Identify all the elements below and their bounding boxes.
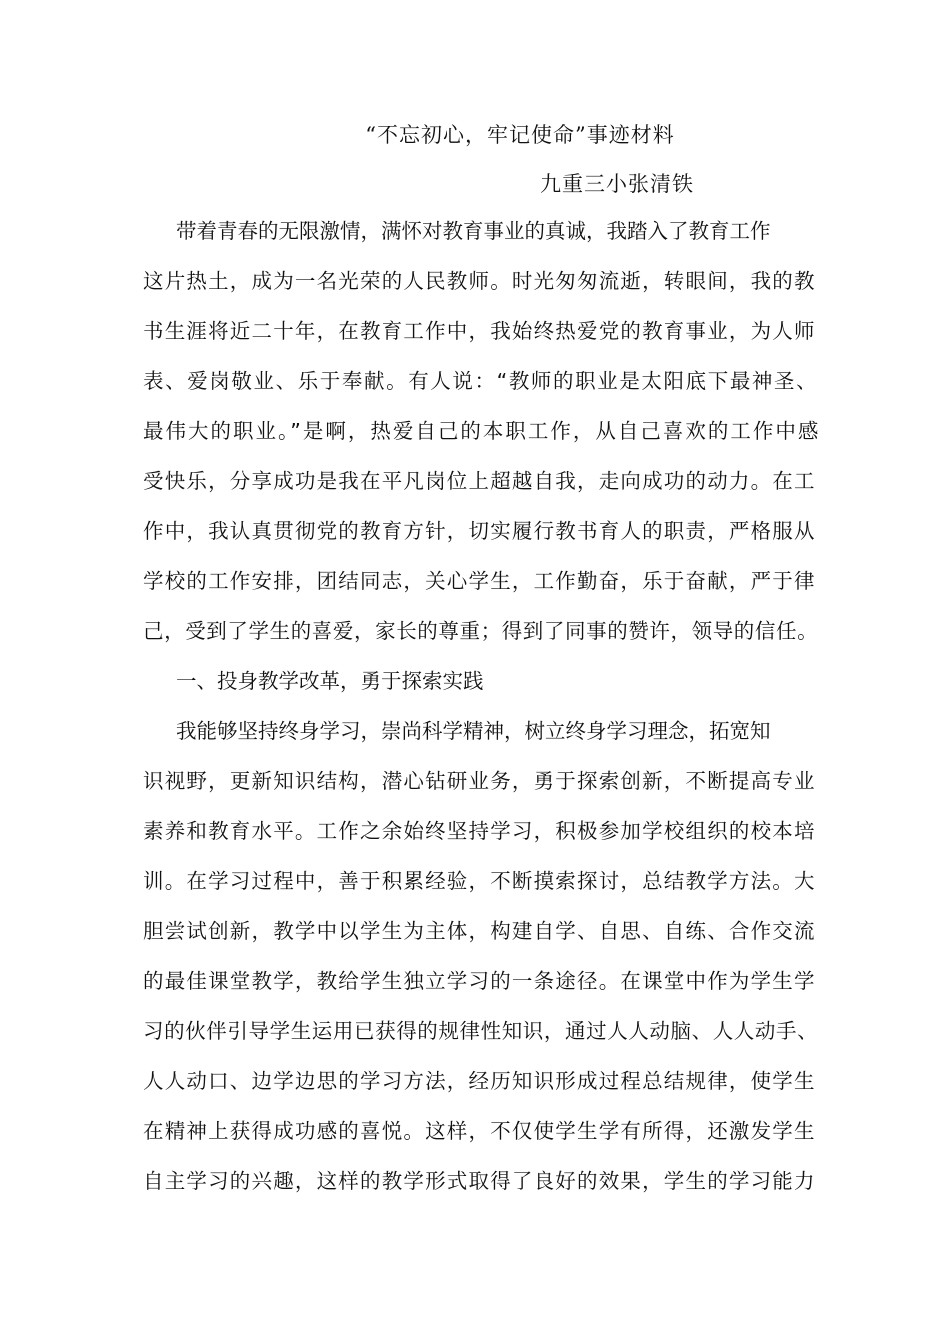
paragraph-line: 在精神上获得成功感的喜悦。这样，不仅使学生学有所得，还激发学生	[143, 1119, 816, 1143]
section-heading: 一、投身教学改革，勇于探索实践	[176, 669, 484, 693]
paragraph-line: 带着青春的无限激情，满怀对教育事业的真诚，我踏入了教育工作	[176, 219, 771, 243]
paragraph-line: 我能够坚持终身学习，崇尚科学精神，树立终身学习理念，拓宽知	[176, 719, 771, 743]
paragraph-line: 表、爱岗敬业、乐于奉献。有人说：“教师的职业是太阳底下最神圣、	[143, 369, 819, 393]
paragraph-line: 书生涯将近二十年，在教育工作中，我始终热爱党的教育事业，为人师	[143, 319, 816, 343]
paragraph-line: 人人动口、边学边思的学习方法，经历知识形成过程总结规律，使学生	[143, 1069, 816, 1093]
paragraph-line: 最伟大的职业。”是啊，热爱自己的本职工作，从自己喜欢的工作中感	[143, 419, 821, 443]
paragraph-line: 自主学习的兴趣，这样的教学形式取得了良好的效果，学生的学习能力	[143, 1169, 816, 1193]
document-title: “不忘初心，牢记使命”事迹材料	[365, 123, 675, 147]
paragraph-line: 己，受到了学生的喜爱，家长的尊重；得到了同事的赞许，领导的信任。	[143, 619, 819, 643]
paragraph-line: 训。在学习过程中，善于积累经验，不断摸索探讨，总结教学方法。大	[143, 869, 816, 893]
paragraph-line: 受快乐，分享成功是我在平凡岗位上超越自我，走向成功的动力。在工	[143, 469, 816, 493]
paragraph-line: 素养和教育水平。工作之余始终坚持学习，积极参加学校组织的校本培	[143, 819, 816, 843]
paragraph-line: 的最佳课堂教学，教给学生独立学习的一条途径。在课堂中作为学生学	[143, 969, 816, 993]
paragraph-line: 胆尝试创新，教学中以学生为主体，构建自学、自思、自练、合作交流	[143, 919, 816, 943]
paragraph-line: 识视野，更新知识结构，潜心钻研业务，勇于探索创新，不断提高专业	[143, 769, 816, 793]
paragraph-line: 学校的工作安排，团结同志，关心学生，工作勤奋，乐于奋献，严于律	[143, 569, 816, 593]
paragraph-line: 这片热土，成为一名光荣的人民教师。时光匆匆流逝，转眼间，我的教	[143, 269, 816, 293]
paragraph-line: 作中，我认真贯彻党的教育方针，切实履行教书育人的职责，严格服从	[143, 519, 816, 543]
document-author: 九重三小张清铁	[540, 172, 694, 196]
paragraph-line: 习的伙伴引导学生运用已获得的规律性知识，通过人人动脑、人人动手、	[143, 1019, 819, 1043]
